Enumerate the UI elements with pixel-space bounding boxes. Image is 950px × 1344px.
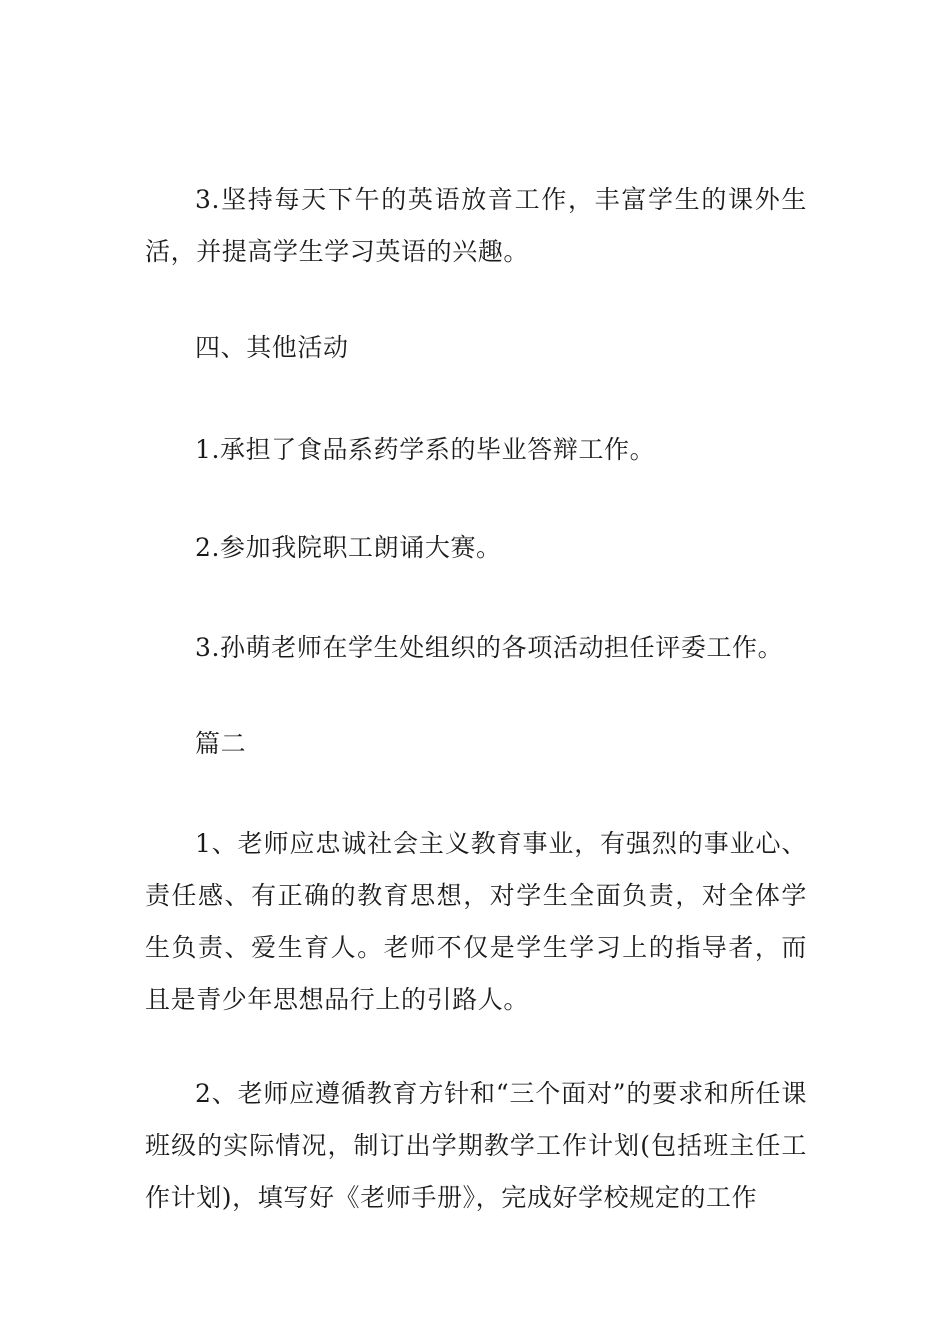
paragraph-english-broadcast: 3.坚持每天下午的英语放音工作，丰富学生的课外生活，并提高学生学习英语的兴趣。 [145, 185, 807, 266]
paragraph-judge-work: 3.孙萌老师在学生处组织的各项活动担任评委工作。 [195, 633, 784, 662]
paragraph-teaching-plan: 2、老师应遵循教育方针和“三个面对”的要求和所任课班级的实际情况，制订出学期教学工作计划(包括班主任工作计划)，填写好《老师手册》，完成好学校规定的工作 [145, 1079, 807, 1212]
paragraph-teacher-loyalty: 1、老师应忠诚社会主义教育事业，有强烈的事业心、责任感、有正确的教育思想，对学生全面负责，对全体学生负责、爱生育人。老师不仅是学生学习上的指导者，而且是青少年思想品行上的引路人。 [145, 829, 807, 1014]
paragraph-recitation-contest: 2.参加我院职工朗诵大赛。 [195, 533, 502, 562]
section-heading-part-two: 篇二 [195, 729, 247, 758]
section-heading-other-activities: 四、其他活动 [195, 333, 349, 362]
paragraph-graduation-defense: 1.承担了食品系药学系的毕业答辩工作。 [195, 435, 656, 464]
